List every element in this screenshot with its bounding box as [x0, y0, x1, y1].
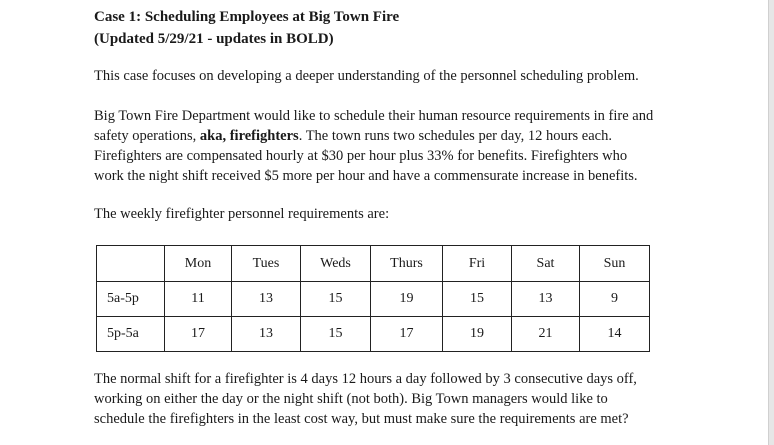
day-header: Fri [443, 246, 512, 282]
day-header: Sun [580, 246, 650, 282]
department-line-1: Big Town Fire Department would like to schedule their human resource requirements in fire and [94, 108, 654, 124]
case-title: Case 1: Scheduling Employees at Big Town Fire [94, 9, 400, 25]
department-line-3: Firefighters are compensated hourly at $30 per hour plus 33% for benefits. Firefighters who [94, 148, 628, 164]
normal-shift-line-1: The normal shift for a firefighter is 4 days 12 hours a day followed by 3 consecutive days off, [94, 371, 637, 387]
department-line-4: work the night shift received $5 more per hour and have a commensurate increase in benefits. [94, 168, 638, 184]
requirement-cell: 17 [165, 317, 232, 352]
requirement-cell: 15 [301, 282, 371, 317]
requirement-cell: 21 [512, 317, 580, 352]
table-row [97, 317, 650, 352]
table-header-row [97, 246, 650, 282]
requirements-intro: The weekly firefighter personnel requirements are: [94, 206, 390, 222]
requirement-cell: 19 [443, 317, 512, 352]
requirement-cell: 15 [301, 317, 371, 352]
requirement-cell: 14 [580, 317, 650, 352]
day-header: Thurs [371, 246, 443, 282]
department-line-2-start: safety operations, [94, 128, 200, 144]
day-header: Tues [232, 246, 301, 282]
department-line-2 [94, 126, 653, 146]
day-header: Mon [165, 246, 232, 282]
day-header: Weds [301, 246, 371, 282]
normal-shift-line-3: schedule the firefighters in the least cost way, but must make sure the requirements are met? [94, 411, 629, 427]
department-line-2-end: . The town runs two schedules per day, 12 hours each. [298, 128, 612, 144]
requirement-cell: 9 [580, 282, 650, 317]
normal-shift-line-2: working on either the day or the night shift (not both). Big Town managers would like to [94, 391, 608, 407]
normal-shift-paragraph [94, 369, 637, 429]
shift-label: 5a-5p [97, 282, 165, 317]
requirement-cell: 17 [371, 317, 443, 352]
intro-paragraph: This case focuses on developing a deeper understanding of the personnel scheduling problem. [94, 68, 639, 84]
shift-label: 5p-5a [97, 317, 165, 352]
day-header: Sat [512, 246, 580, 282]
requirement-cell: 13 [232, 282, 301, 317]
requirement-cell: 13 [512, 282, 580, 317]
firefighters-bold-text: aka, firefighters [199, 128, 299, 144]
requirements-table [96, 245, 650, 352]
requirement-cell: 11 [165, 282, 232, 317]
requirement-cell: 15 [443, 282, 512, 317]
table-row [97, 282, 650, 317]
page-edge [768, 0, 774, 445]
requirement-cell: 19 [371, 282, 443, 317]
requirement-cell: 13 [232, 317, 301, 352]
department-paragraph [94, 106, 653, 186]
update-note: (Updated 5/29/21 - updates in BOLD) [94, 31, 334, 47]
corner-cell [97, 246, 165, 282]
